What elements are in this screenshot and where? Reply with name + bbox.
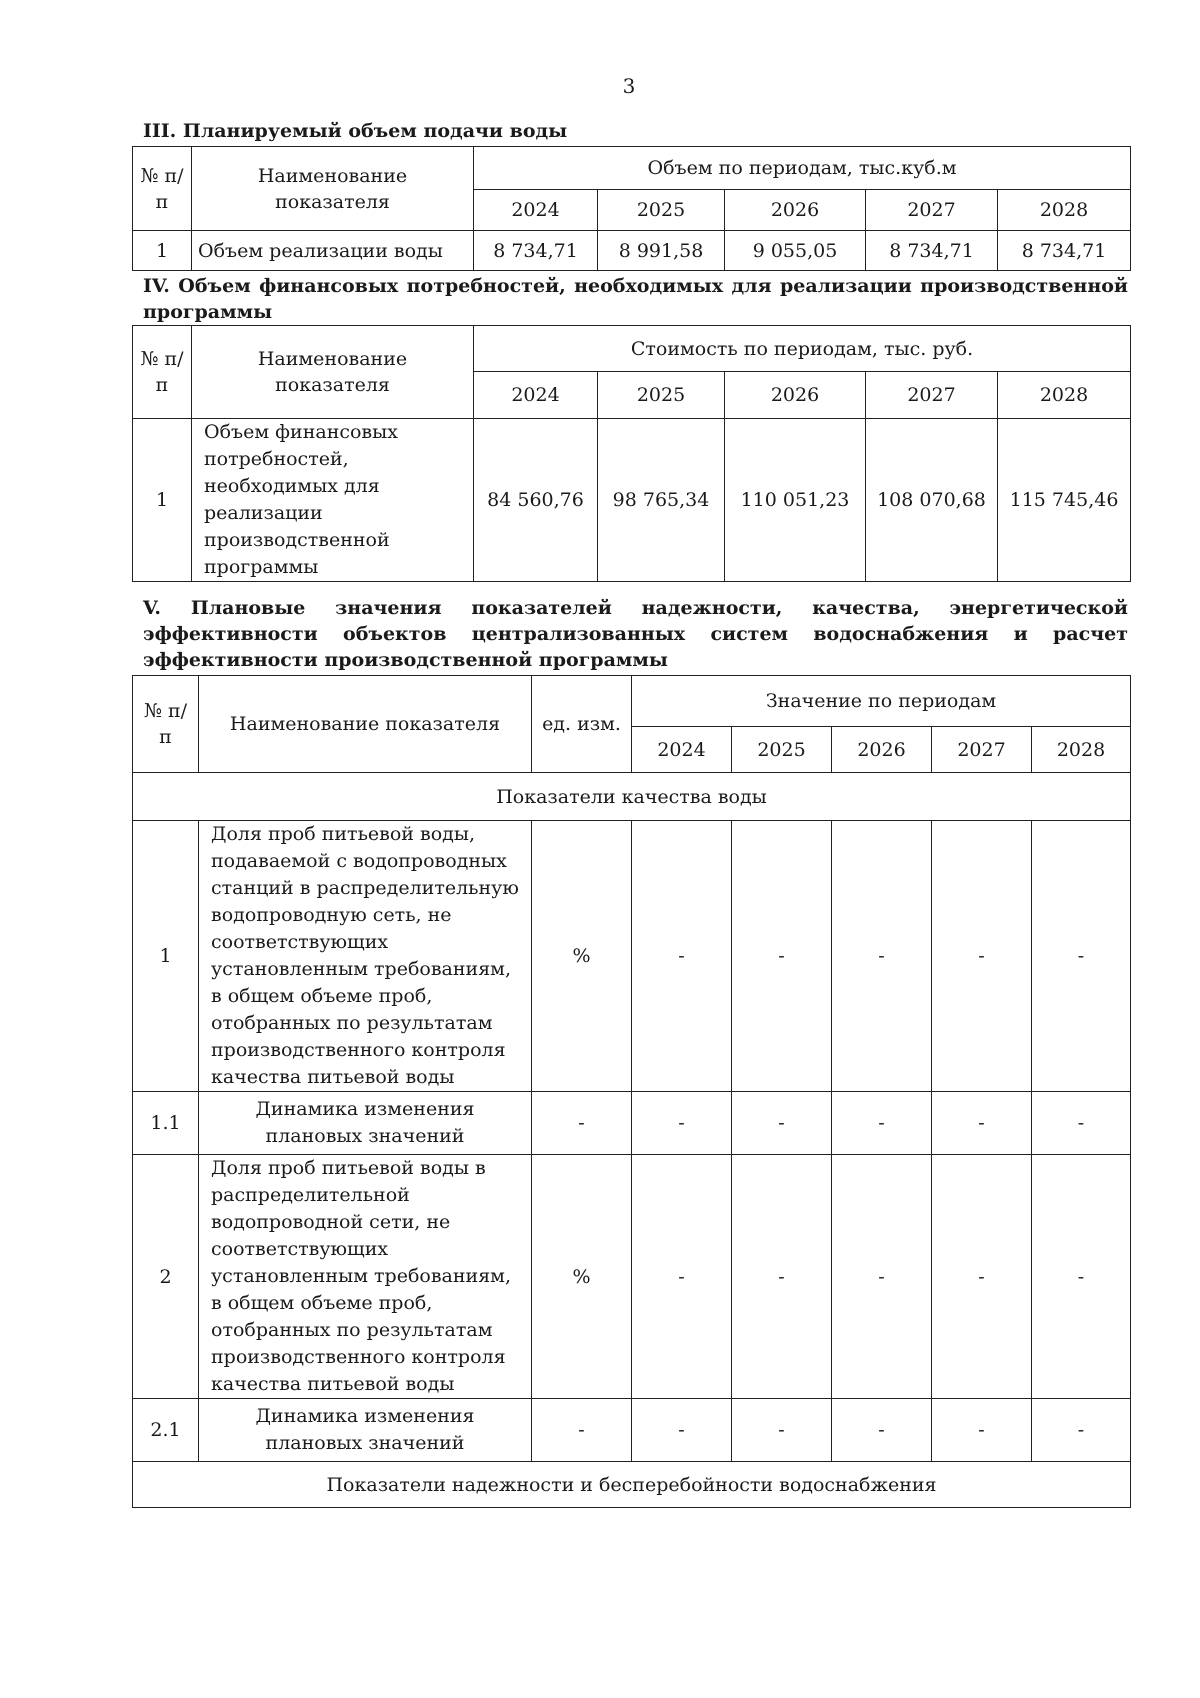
row-value: - — [632, 1092, 732, 1155]
col-group-header: Стоимость по периодам, тыс. руб. — [474, 326, 1131, 372]
year-header: 2025 — [598, 190, 725, 231]
group-header-quality: Показатели качества воды — [133, 773, 1131, 821]
year-header: 2026 — [725, 190, 866, 231]
row-value: - — [932, 1399, 1032, 1462]
row-num: 2.1 — [133, 1399, 199, 1462]
row-value: - — [632, 1155, 732, 1399]
row-value: - — [732, 1399, 832, 1462]
row-value: - — [732, 1155, 832, 1399]
row-value: - — [932, 821, 1032, 1092]
row-value: - — [732, 821, 832, 1092]
year-header: 2028 — [998, 190, 1131, 231]
row-value: - — [632, 1399, 732, 1462]
col-num-header: № п/п — [133, 676, 199, 773]
table-row — [133, 419, 1131, 582]
row-num: 2 — [133, 1155, 199, 1399]
row-value: 8 991,58 — [598, 231, 725, 271]
table-row — [133, 1092, 1131, 1155]
row-value: - — [932, 1155, 1032, 1399]
section-5-heading: V. Плановые значения показателей надежности, качества, энергетической эффективности объектов централизованных систем водоснабжения и расчет эффективности производственной программы — [143, 597, 1128, 671]
col-group-header: Объем по периодам, тыс.куб.м — [474, 147, 1131, 190]
row-value: - — [1032, 1399, 1131, 1462]
row-unit: % — [532, 821, 632, 1092]
row-unit: - — [532, 1092, 632, 1155]
page-number: 3 — [622, 74, 636, 98]
year-header: 2028 — [998, 372, 1131, 419]
indicators-table — [132, 675, 1131, 1508]
col-name-header: Наименование показателя — [199, 676, 532, 773]
year-header: 2028 — [1032, 727, 1131, 773]
col-num-header: № п/п — [133, 326, 192, 419]
water-supply-table — [132, 146, 1131, 271]
row-value: - — [832, 1399, 932, 1462]
row-value: 115 745,46 — [998, 419, 1131, 582]
row-unit: - — [532, 1399, 632, 1462]
row-name: Объем финансовых потребностей, необходимых для реализации производственной программы — [192, 419, 474, 582]
row-name: Объем реализации воды — [192, 231, 474, 271]
section-3-heading: III. Планируемый объем подачи воды — [143, 120, 568, 142]
group-header-reliability: Показатели надежности и бесперебойности водоснабжения — [133, 1462, 1131, 1508]
year-header: 2024 — [474, 372, 598, 419]
row-name: Динамика изменения плановых значений — [199, 1092, 532, 1155]
row-num: 1.1 — [133, 1092, 199, 1155]
col-num-header: № п/п — [133, 147, 192, 231]
year-header: 2026 — [832, 727, 932, 773]
row-value: - — [1032, 821, 1131, 1092]
year-header: 2024 — [632, 727, 732, 773]
row-value: 110 051,23 — [725, 419, 866, 582]
row-name: Доля проб питьевой воды в распределительной водопроводной сети, не соответствующих установленным требованиям, в общем объеме проб, отобранных по результатам производственного контроля качества питьевой воды — [199, 1155, 532, 1399]
row-name: Доля проб питьевой воды, подаваемой с водопроводных станций в распределительную водопроводную сеть, не соответствующих установленным требованиям, в общем объеме проб, отобранных по результатам производственного контроля качества питьевой воды — [199, 821, 532, 1092]
row-num: 1 — [133, 419, 192, 582]
year-header: 2025 — [598, 372, 725, 419]
row-name: Динамика изменения плановых значений — [199, 1399, 532, 1462]
row-value: - — [932, 1092, 1032, 1155]
row-value: 84 560,76 — [474, 419, 598, 582]
row-num: 1 — [133, 821, 199, 1092]
col-unit-header: ед. изм. — [532, 676, 632, 773]
year-header: 2026 — [725, 372, 866, 419]
row-value: - — [732, 1092, 832, 1155]
row-value: 8 734,71 — [866, 231, 998, 271]
row-value: - — [632, 821, 732, 1092]
year-header: 2027 — [932, 727, 1032, 773]
financial-needs-table — [132, 325, 1131, 582]
row-value: 108 070,68 — [866, 419, 998, 582]
row-value: - — [832, 821, 932, 1092]
table-row — [133, 821, 1131, 1092]
col-group-header: Значение по периодам — [632, 676, 1131, 727]
year-header: 2025 — [732, 727, 832, 773]
table-row — [133, 1155, 1131, 1399]
col-name-header: Наименование показателя — [192, 147, 474, 231]
row-value: - — [832, 1155, 932, 1399]
year-header: 2027 — [866, 372, 998, 419]
row-unit: % — [532, 1155, 632, 1399]
row-value: - — [1032, 1155, 1131, 1399]
row-value: - — [832, 1092, 932, 1155]
row-num: 1 — [133, 231, 192, 271]
col-name-header: Наименование показателя — [192, 326, 474, 419]
section-4-heading: IV. Объем финансовых потребностей, необходимых для реализации производственной программы — [143, 275, 1128, 323]
year-header: 2027 — [866, 190, 998, 231]
row-value: 9 055,05 — [725, 231, 866, 271]
row-value: 8 734,71 — [474, 231, 598, 271]
year-header: 2024 — [474, 190, 598, 231]
row-value: - — [1032, 1092, 1131, 1155]
row-value: 98 765,34 — [598, 419, 725, 582]
row-value: 8 734,71 — [998, 231, 1131, 271]
table-row — [133, 231, 1131, 271]
table-row — [133, 1399, 1131, 1462]
